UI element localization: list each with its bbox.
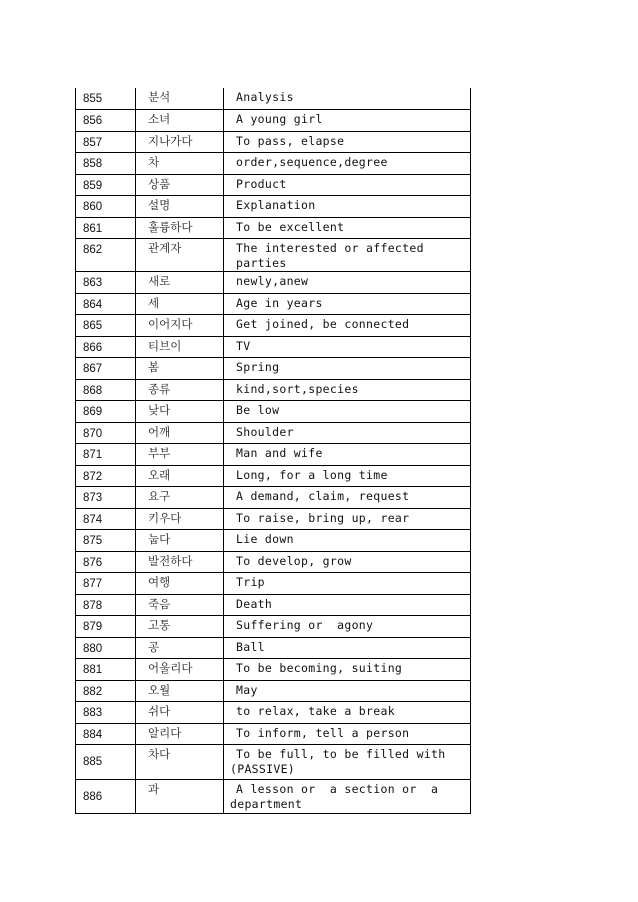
table-row	[76, 487, 471, 509]
table-row	[76, 551, 471, 573]
table-row	[76, 508, 471, 530]
number-cell	[76, 88, 136, 110]
number-cell	[76, 530, 136, 552]
korean-word: 요구	[148, 489, 171, 503]
entry-number: 879	[83, 621, 103, 633]
english-meaning: To be excellent	[236, 219, 345, 234]
korean-cell	[136, 88, 224, 110]
english-meaning: Long, for a long time	[236, 467, 388, 482]
number-cell	[76, 659, 136, 681]
korean-word: 분석	[148, 90, 171, 104]
english-meaning: A lesson or a section or a department	[230, 781, 446, 811]
english-meaning: Trip	[236, 575, 265, 589]
number-cell	[76, 680, 136, 702]
korean-cell	[136, 779, 224, 814]
korean-cell	[136, 196, 224, 218]
table-row	[76, 358, 471, 380]
english-cell	[224, 444, 471, 466]
table-row	[76, 723, 471, 745]
english-meaning: Lie down	[236, 532, 294, 546]
entry-number: 871	[83, 449, 103, 461]
korean-word: 차다	[148, 747, 171, 761]
korean-cell	[136, 217, 224, 239]
english-meaning: May	[236, 682, 258, 697]
korean-cell	[136, 680, 224, 702]
english-meaning: order,sequence,degree	[236, 155, 388, 169]
entry-number: 857	[83, 136, 103, 149]
english-cell	[224, 315, 471, 337]
korean-word: 알리다	[148, 725, 182, 740]
table-row	[76, 401, 471, 423]
korean-cell	[136, 239, 224, 272]
entry-number: 875	[83, 535, 103, 547]
english-cell	[224, 594, 471, 616]
entry-number: 859	[83, 179, 103, 192]
entry-number: 869	[83, 406, 103, 418]
entry-number: 855	[83, 93, 103, 105]
english-meaning: A young girl	[236, 112, 323, 126]
korean-cell	[136, 444, 224, 466]
korean-word: 과	[148, 781, 160, 796]
english-cell	[224, 637, 471, 659]
number-cell	[76, 336, 136, 358]
korean-word: 부부	[148, 446, 171, 460]
table-row	[76, 315, 471, 337]
english-cell	[224, 174, 471, 196]
number-cell	[76, 401, 136, 423]
english-cell	[224, 131, 471, 153]
table-row	[76, 745, 471, 780]
entry-number: 882	[83, 685, 103, 698]
table-row	[76, 465, 471, 487]
english-cell	[224, 272, 471, 294]
english-meaning: To be becoming, suiting	[236, 661, 403, 675]
english-meaning: Explanation	[236, 198, 316, 212]
number-cell	[76, 239, 136, 272]
korean-cell	[136, 293, 224, 315]
korean-word: 새로	[148, 274, 171, 288]
korean-cell	[136, 594, 224, 616]
entry-number: 877	[83, 578, 103, 590]
table-row	[76, 131, 471, 153]
english-cell	[224, 239, 471, 272]
number-cell	[76, 487, 136, 509]
korean-word: 차	[148, 155, 160, 169]
entry-number: 868	[83, 384, 103, 397]
table-row	[76, 88, 471, 110]
table-row	[76, 637, 471, 659]
korean-cell	[136, 336, 224, 358]
korean-word: 눕다	[148, 532, 171, 546]
korean-cell	[136, 508, 224, 530]
vocabulary-table	[75, 88, 471, 814]
table-row	[76, 530, 471, 552]
korean-cell	[136, 110, 224, 132]
korean-word: 티브이	[148, 338, 182, 353]
number-cell	[76, 217, 136, 239]
number-cell	[76, 422, 136, 444]
english-cell	[224, 680, 471, 702]
number-cell	[76, 153, 136, 175]
korean-word: 지나가다	[148, 133, 193, 148]
entry-number: 876	[83, 556, 103, 569]
number-cell	[76, 174, 136, 196]
korean-cell	[136, 659, 224, 681]
korean-word: 봄	[148, 360, 160, 374]
number-cell	[76, 723, 136, 745]
english-cell	[224, 508, 471, 530]
english-meaning: Analysis	[236, 90, 294, 104]
english-cell	[224, 88, 471, 110]
table-row	[76, 110, 471, 132]
korean-cell	[136, 637, 224, 659]
korean-cell	[136, 358, 224, 380]
english-cell	[224, 723, 471, 745]
table-row	[76, 239, 471, 272]
entry-number: 862	[83, 244, 103, 256]
table-row	[76, 336, 471, 358]
english-meaning: The interested or affected parties	[236, 241, 432, 270]
english-cell	[224, 336, 471, 358]
english-cell	[224, 659, 471, 681]
english-meaning: Spring	[236, 360, 280, 374]
korean-word: 세	[148, 295, 160, 310]
entry-number: 870	[83, 427, 103, 440]
english-meaning: Suffering or agony	[236, 618, 374, 632]
english-meaning: A demand, claim, request	[236, 489, 410, 503]
english-cell	[224, 465, 471, 487]
table-row	[76, 196, 471, 218]
entry-number: 860	[83, 201, 103, 213]
table-row	[76, 702, 471, 724]
english-cell	[224, 153, 471, 175]
korean-word: 훌륭하다	[148, 219, 193, 234]
korean-cell	[136, 487, 224, 509]
table-row	[76, 174, 471, 196]
korean-word: 관계자	[148, 241, 182, 255]
english-meaning: To inform, tell a person	[236, 725, 410, 740]
entry-number: 874	[83, 513, 103, 526]
entry-number: 861	[83, 222, 103, 235]
korean-cell	[136, 315, 224, 337]
english-meaning: newly,anew	[236, 274, 309, 288]
english-meaning: Man and wife	[236, 446, 323, 460]
english-meaning: Shoulder	[236, 424, 294, 439]
entry-number: 881	[83, 664, 103, 676]
number-cell	[76, 465, 136, 487]
english-cell	[224, 702, 471, 724]
number-cell	[76, 779, 136, 814]
number-cell	[76, 131, 136, 153]
korean-cell	[136, 153, 224, 175]
english-cell	[224, 745, 471, 780]
korean-word: 상품	[148, 176, 171, 191]
entry-number: 885	[83, 756, 103, 768]
korean-word: 설명	[148, 198, 171, 212]
table-row	[76, 293, 471, 315]
english-cell	[224, 401, 471, 423]
entry-number: 865	[83, 320, 103, 332]
korean-cell	[136, 551, 224, 573]
korean-cell	[136, 616, 224, 638]
korean-cell	[136, 465, 224, 487]
english-cell	[224, 487, 471, 509]
english-cell	[224, 530, 471, 552]
english-meaning: TV	[236, 338, 251, 353]
english-meaning: To be full, to be filled with (PASSIVE)	[230, 747, 453, 776]
korean-word: 소녀	[148, 112, 171, 126]
number-cell	[76, 616, 136, 638]
number-cell	[76, 551, 136, 573]
table-row	[76, 680, 471, 702]
english-cell	[224, 110, 471, 132]
english-cell	[224, 379, 471, 401]
english-meaning: to relax, take a break	[236, 704, 395, 718]
korean-word: 오래	[148, 467, 171, 482]
english-cell	[224, 551, 471, 573]
english-meaning: Be low	[236, 403, 280, 417]
entry-number: 858	[83, 158, 103, 170]
entry-number: 867	[83, 363, 103, 375]
number-cell	[76, 358, 136, 380]
korean-word: 여행	[148, 575, 171, 589]
entry-number: 886	[83, 790, 103, 803]
english-cell	[224, 573, 471, 595]
korean-cell	[136, 702, 224, 724]
entry-number: 856	[83, 115, 103, 127]
korean-cell	[136, 723, 224, 745]
table-row	[76, 573, 471, 595]
number-cell	[76, 508, 136, 530]
english-cell	[224, 779, 471, 814]
english-meaning: Get joined, be connected	[236, 317, 410, 331]
number-cell	[76, 573, 136, 595]
table-row	[76, 379, 471, 401]
korean-cell	[136, 174, 224, 196]
korean-word: 낮다	[148, 403, 171, 417]
korean-cell	[136, 530, 224, 552]
english-meaning: Product	[236, 176, 287, 191]
entry-number: 878	[83, 599, 103, 612]
korean-cell	[136, 272, 224, 294]
number-cell	[76, 702, 136, 724]
number-cell	[76, 594, 136, 616]
table-row	[76, 444, 471, 466]
korean-word: 키우다	[148, 510, 182, 525]
table-row	[76, 217, 471, 239]
number-cell	[76, 637, 136, 659]
korean-cell	[136, 573, 224, 595]
table-row	[76, 272, 471, 294]
english-meaning: Ball	[236, 639, 265, 654]
entry-number: 873	[83, 492, 103, 504]
korean-cell	[136, 401, 224, 423]
entry-number: 883	[83, 707, 103, 719]
korean-word: 발전하다	[148, 553, 193, 568]
english-cell	[224, 422, 471, 444]
korean-cell	[136, 131, 224, 153]
entry-number: 884	[83, 728, 103, 741]
number-cell	[76, 379, 136, 401]
english-meaning: To develop, grow	[236, 553, 352, 568]
english-cell	[224, 293, 471, 315]
entry-number: 866	[83, 341, 103, 354]
english-cell	[224, 196, 471, 218]
entry-number: 872	[83, 470, 103, 483]
english-cell	[224, 217, 471, 239]
korean-word: 어울리다	[148, 661, 193, 675]
number-cell	[76, 110, 136, 132]
korean-cell	[136, 422, 224, 444]
english-meaning: To raise, bring up, rear	[236, 510, 410, 525]
number-cell	[76, 315, 136, 337]
korean-word: 종류	[148, 381, 171, 396]
number-cell	[76, 196, 136, 218]
korean-word: 죽음	[148, 596, 171, 611]
table-row	[76, 422, 471, 444]
number-cell	[76, 293, 136, 315]
number-cell	[76, 272, 136, 294]
korean-word: 어깨	[148, 424, 171, 439]
table-row	[76, 594, 471, 616]
entry-number: 864	[83, 298, 103, 311]
korean-word: 고통	[148, 618, 171, 632]
korean-word: 쉬다	[148, 704, 171, 718]
korean-word: 공	[148, 639, 160, 654]
english-cell	[224, 616, 471, 638]
number-cell	[76, 745, 136, 780]
korean-cell	[136, 745, 224, 780]
table-row	[76, 779, 471, 814]
korean-cell	[136, 379, 224, 401]
entry-number: 863	[83, 277, 103, 289]
korean-word: 오월	[148, 682, 171, 697]
english-meaning: kind,sort,species	[236, 381, 359, 396]
number-cell	[76, 444, 136, 466]
english-cell	[224, 358, 471, 380]
english-meaning: Age in years	[236, 295, 323, 310]
korean-word: 이어지다	[148, 317, 193, 331]
english-meaning: To pass, elapse	[236, 133, 345, 148]
english-meaning: Death	[236, 596, 273, 611]
table-row	[76, 153, 471, 175]
table-row	[76, 659, 471, 681]
table-row	[76, 616, 471, 638]
vocabulary-table-body	[76, 88, 471, 814]
entry-number: 880	[83, 642, 103, 655]
